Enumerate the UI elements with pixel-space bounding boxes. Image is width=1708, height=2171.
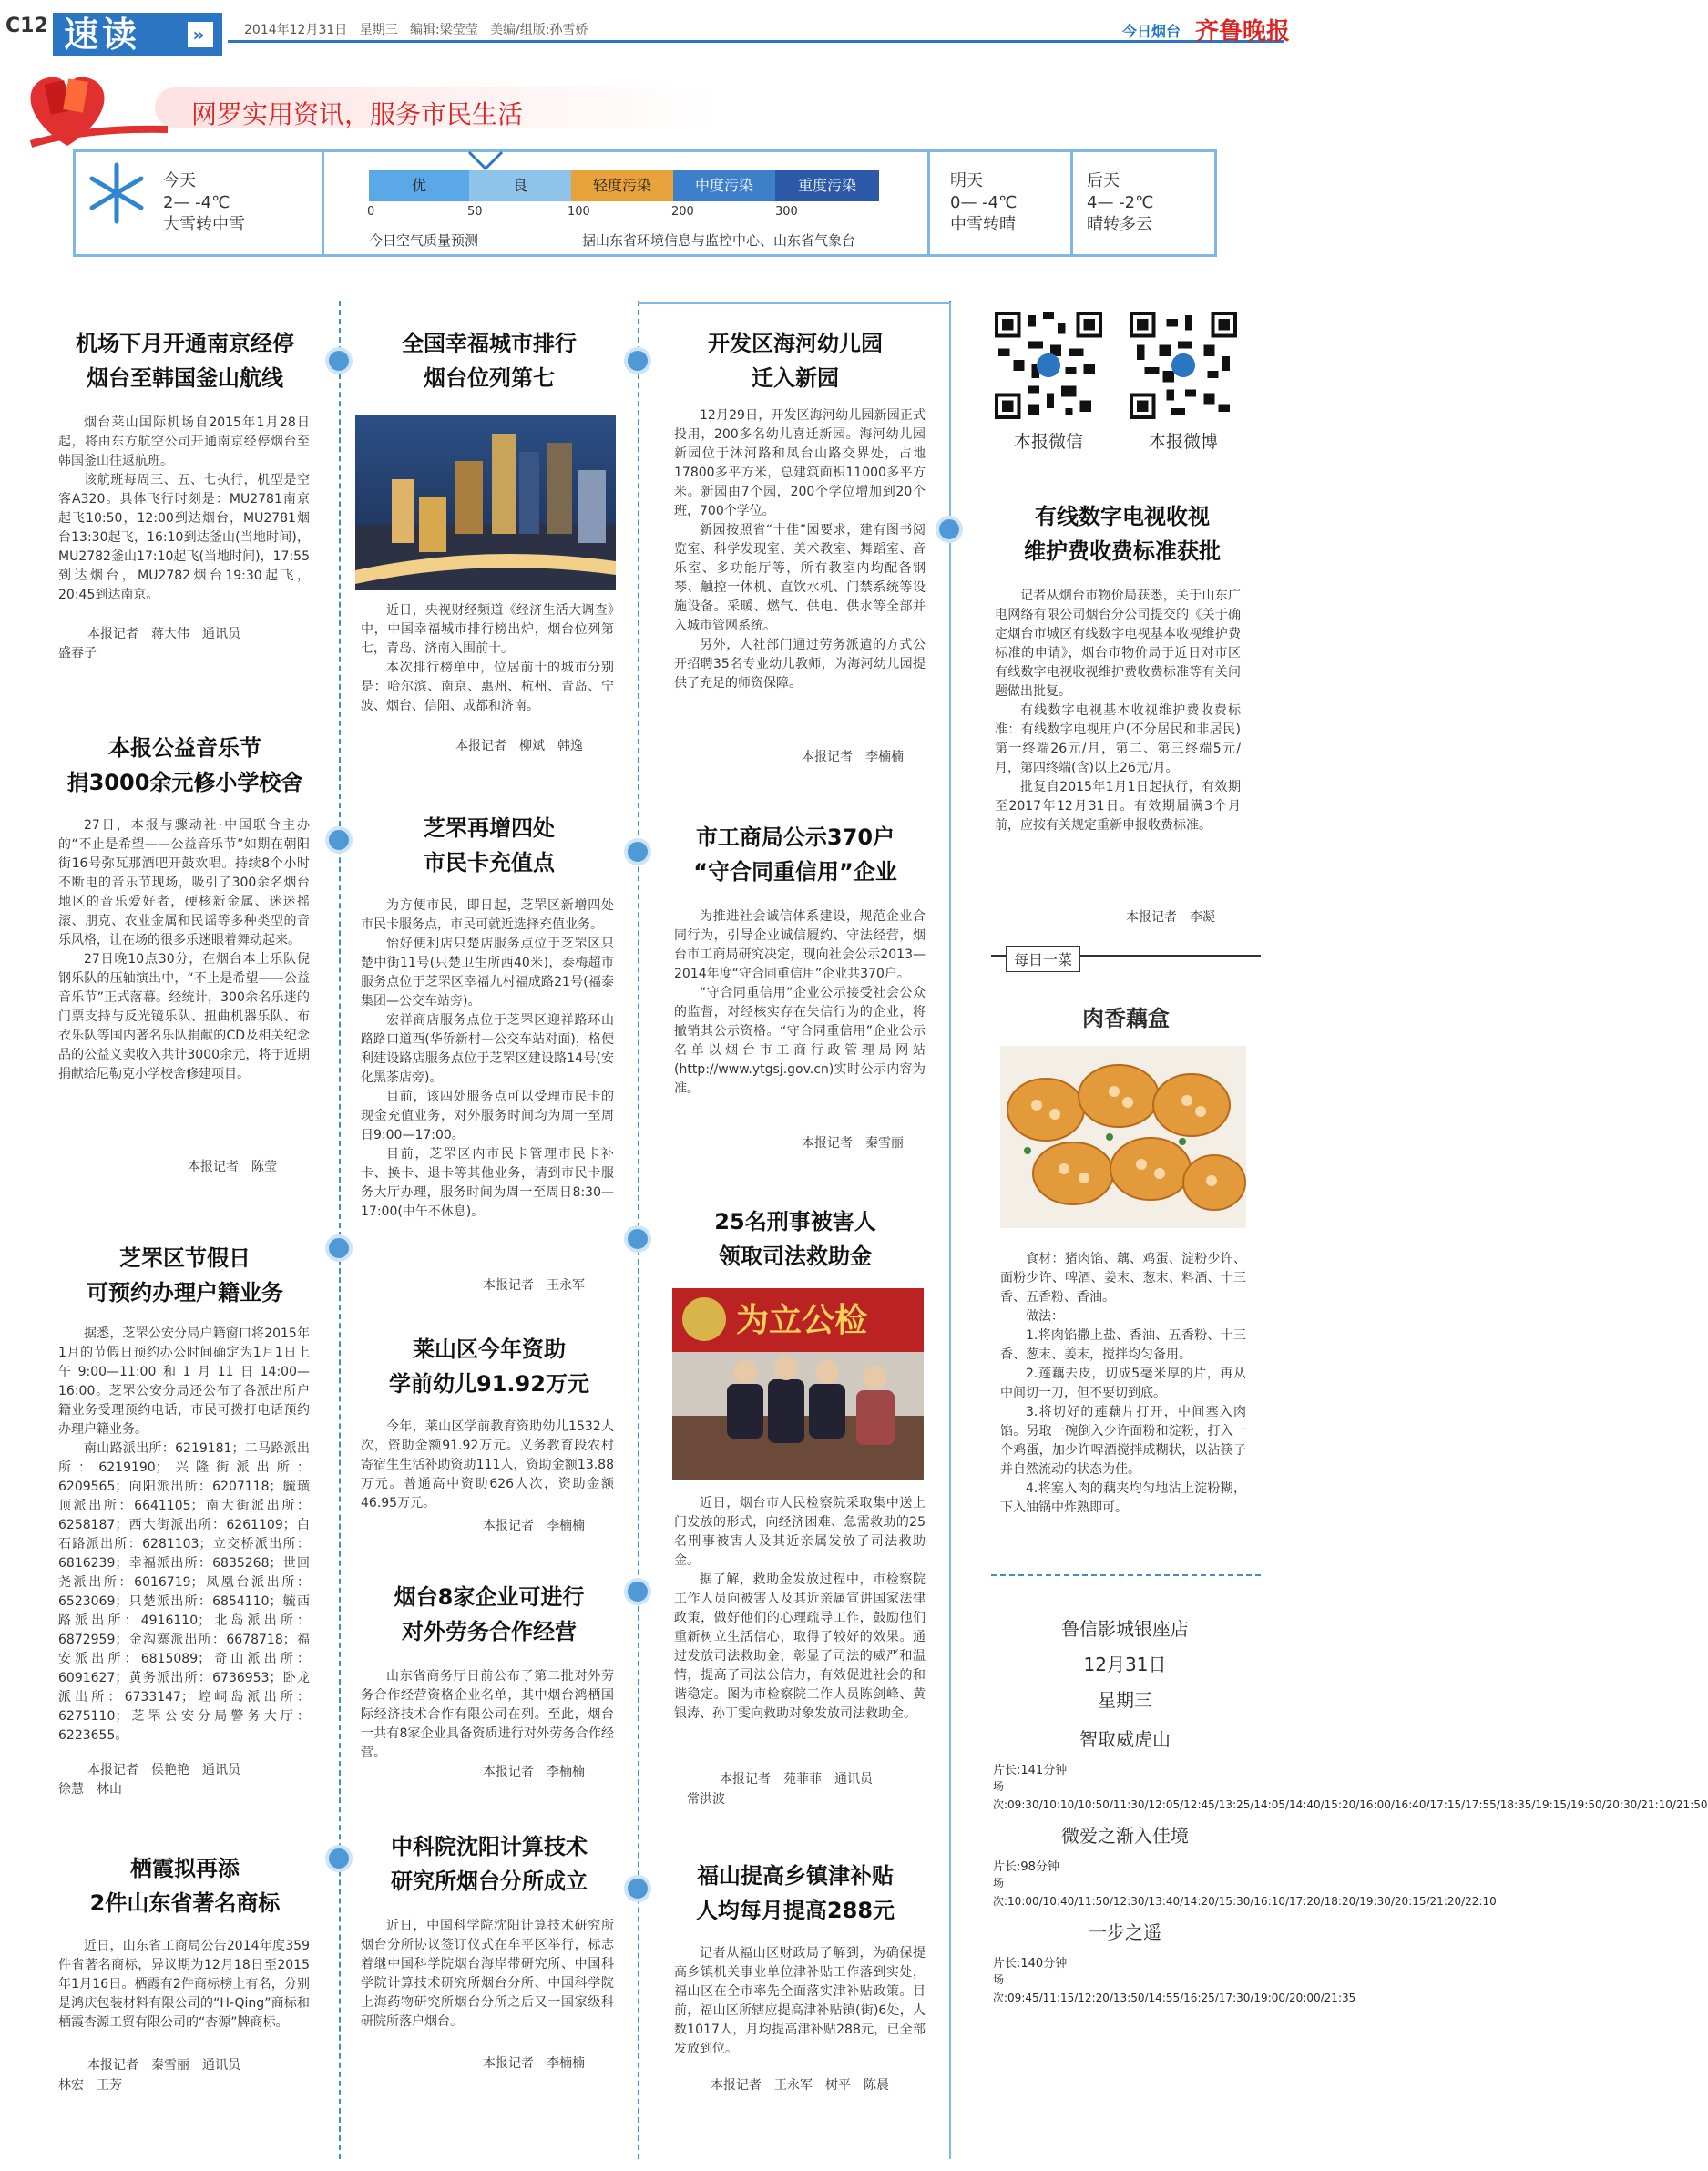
title-line: 芝罘区节假日 [119,1245,251,1271]
article-body [361,601,614,716]
article-title [53,1241,317,1310]
aqi-forecast-label: 今日空气质量预测 [369,232,479,249]
section-divider [991,1574,1261,1576]
weather-panel [73,149,1217,257]
byline: 本报记者 秦雪丽 [802,1136,904,1151]
column-divider [339,301,341,2159]
article-body [361,1667,614,1763]
article-body [995,587,1241,835]
title-line: 全国幸福城市排行 [402,331,577,356]
article-body [58,1325,310,1746]
paragraph: 近日，烟台市人民检察院采取集中送上门发放的形式，向经济困难、急需救助的25名刑事被害人及其近亲属发放了司法救助金。 [674,1496,926,1568]
title-line: 有线数字电视收视 [1035,504,1210,529]
film-showtimes: 场次:09:45/11:15/12:20/13:50/14:55/16:25/17:30/19:00/20:00/21:35 [993,1973,1356,2004]
title-line: 研究所烟台分所成立 [391,1869,588,1894]
article-title [663,820,927,889]
byline: 本报记者 李凝 [1126,910,1215,925]
cinema-schedule [993,1614,1708,2007]
wechat-label: 本报微信 [1013,432,1083,452]
paragraph: 怡好便利店只楚店服务点位于芝罘区只楚中街11号(只楚卫生所西40米)，泰梅超市服务点位于芝罘区幸福九村福成路21号(福泰集团—公交车站旁)。 [361,937,614,1009]
paragraph: 目前，芝罘区内市民卡管理市民卡补卡、换卡、退卡等其他业务，请到市民卡服务大厅办理，服务时间为周一至周日8:30—17:00(中午不休息)。 [361,1147,614,1219]
film-length: 片长:140分钟 [993,1957,1068,1971]
dayafter-label: 后天 [1087,171,1120,190]
film-title: 微爱之渐入佳境 [1061,1825,1189,1847]
recipe-name: 肉香藕盒 [1082,1006,1170,1031]
aqi-pointer-icon [467,150,504,170]
banner-text: 为立公检 [672,1288,924,1352]
paragraph: 近日，山东省工商局公告2014年度359件省著名商标，异议期为12月18日至2015年1月16日。栖霞有2件商标榜上有名，分别是鸿庆包装材料有限公司的“H-Qing”商标和栖霞杏源工贸有限公司的“杏源”牌商标。 [58,1939,310,2030]
title-line: 市工商局公示370户 [695,824,895,850]
issue-date: 2014年12月31日 [244,23,348,37]
title-line: 烟台至韩国釜山航线 [87,365,283,391]
title-line: 25名刑事被害人 [714,1209,876,1234]
paragraph: 目前，该四处服务点可以受理市民卡的现金充值业务，对外服务时间均为周一至周日9:00—17:00。 [361,1090,614,1142]
title-line: 人均每月提高288元 [695,1898,895,1923]
dayafter-temp: 4— -2℃ [1087,193,1154,212]
paragraph: 据悉，芝罘公安分局户籍窗口将2015年1月的节假日预约办公时间确定为1月1日上午9:00—11:00和1月11日14:00—16:00。芝罘公安分局还公布了各派出所户籍业务受理预约电话，市民可拨打电话预约办理户籍业务。 [58,1326,310,1437]
paragraph: 据了解，救助金发放过程中，市检察院工作人员向被害人及其近亲属宣讲国家法律政策，做好他们的心理疏导工作，鼓励他们重新树立生活信心，取得了较好的效果。通过发放司法救助金，彰显了司法的威严和温情，提高了司法公信力，有效促进社会的和谐稳定。图为市检察院工作人员陈剑峰、黄银涛、孙丁雯向救助对象发放司法救助金。 [674,1572,926,1721]
article-body [361,896,614,1222]
paragraph: 烟台莱山国际机场自2015年1月28日起，将由东方航空公司开通南京经停烟台至韩国釜山往返航班。 [58,415,310,468]
byline: 徐慧 林山 [58,1782,122,1797]
article-body [58,816,310,1084]
title-line: 捐3000余元修小学校舍 [66,770,303,795]
today-label: 今天 [163,171,196,190]
title-line: 芝罘再增四处 [424,815,555,841]
bullet-dot [936,516,963,543]
article-title [53,326,317,395]
paragraph: 批复自2015年1月1日起执行，有效期至2017年12月31日。有效期届满3个月前，应按有关规定重新申报收费标准。 [995,780,1241,833]
aqi-tick-50: 50 [467,205,483,219]
weather-divider [1070,152,1073,254]
today-weather [163,170,245,236]
title-line: 学前幼儿91.92万元 [389,1371,589,1397]
article-body [674,1944,926,2059]
weibo-label: 本报微博 [1148,432,1218,452]
film-length: 片长:98分钟 [993,1860,1059,1874]
page-number: C12 [5,15,48,37]
dayafter-weather [1087,170,1153,236]
title-line: 福山提高乡镇津补贴 [697,1863,894,1889]
byline: 本报记者 秦雪丽 通讯员 [87,2058,240,2073]
paragraph: 南山路派出所：6219181；二马路派出所：6219190；兴隆街派出所：6209565；向阳派出所：6207118；毓璜顶派出所：6641105；南大街派出所：6258187；西大街派出所：6261109；白石路派出所：6281103；立交桥派出所：6816239；幸福派出所：6835268；世回尧派出所：6016719；凤凰台派出所：6523069；只楚派出所：6854110；毓西路派出所：4916110；北岛派出所：6872959；金沟寨派出所：6678718；福安派出所：6815089；奇山派出所：6091627；黄务派出所：6736953；卧龙派出所：6733147；崆峒岛派出所：6275110；芝罘公安分局警务大厅：6223655。 [58,1441,310,1743]
slogan: 网罗实用资讯，服务市民生活 [191,99,524,129]
snowflake-icon [85,161,148,225]
paragraph: 另外，人社部门通过劳务派遣的方式公开招聘35名专业幼儿教师，为海河幼儿园提供了充足的师资保障。 [674,638,926,691]
weibo-qr-code [1130,312,1237,419]
byline: 本报记者 李楠楠 [483,1765,585,1779]
paragraph: 山东省商务厅日前公布了第二批对外劳务合作经营资格企业名单，其中烟台鸿栖国际经济技术合作有限公司在列。至此，烟台一共有8家企业具备资质进行对外劳务合作经营。 [361,1669,614,1760]
paragraph: 2.莲藕去皮，切成5毫米厚的片，再从中间切一刀，但不要切到底。 [1000,1367,1246,1400]
bullet-dot [624,1875,651,1902]
byline: 本报记者 李楠楠 [483,1519,585,1533]
film-length: 片长:141分钟 [993,1764,1068,1777]
paragraph: 12月29日，开发区海河幼儿园新园正式投用，200多名幼儿喜迁新园。海河幼儿园新园位于沐河路和凤台山路交界处，占地17800多平方米，总建筑面积11000多平方米。新园由7个园，200个学位增加到20个班，700个学位。 [674,408,926,518]
article-body [674,1494,926,1724]
title-line: 2件山东省著名商标 [89,1890,281,1916]
title-line: 机场下月开通南京经停 [76,331,294,356]
article-title [357,326,621,395]
title-line: 可预约办理户籍业务 [87,1280,283,1306]
title-line: 开发区海河幼儿园 [708,331,883,356]
article-title [357,811,621,880]
byline: 本报记者 蒋大伟 通讯员 [87,627,240,641]
cinema-weekday: 星期三 [1098,1689,1152,1711]
title-line: 中科院沈阳计算技术 [391,1834,588,1859]
article-title [663,326,927,395]
bullet-dot [325,826,353,854]
paragraph: 该航班每周三、五、七执行，机型是空客A320。具体飞行时刻是：MU2781南京起飞10:50，12:00到达烟台，MU2781烟台13:30起飞，16:10到达釜山(当地时间)，MU2782釜山17:10起飞(当地时间)，17:55到达烟台，MU2782烟台19:30起飞，20:45到达南京。 [58,473,310,602]
byline: 本报记者 王永军 树平 陈晨 [711,2078,889,2093]
article-body [361,1917,614,2032]
byline: 本报记者 李楠楠 [802,750,904,764]
byline: 本报记者 苑菲菲 通讯员 [720,1772,873,1787]
paragraph: 新园按照省“十佳”园要求，建有图书阅览室、科学发现室、美术教室、舞蹈室、音乐室、多功能厅等，所有教室内均配备钢琴、触控一体机、直饮水机、门禁系统等设施设备。采暖、燃气、供电、供水等全部并入城市管网系统。 [674,523,926,633]
article-title [53,731,317,800]
title-line: “守合同重信用”企业 [693,859,897,885]
weather-divider [322,152,324,254]
aqi-level-good: 良 [469,170,571,201]
bullet-dot [624,1225,651,1253]
paragraph: 今年，莱山区学前教育资助幼儿1532人次，资助金额91.92万元。义务教育段农村寄宿生生活补助资助111人，资助金额13.88万元。普通高中资助626人次，资助金额46.95万元。 [361,1419,614,1510]
paragraph: 食材：猪肉馅、藕、鸡蛋、淀粉少许、面粉少许、啤酒、姜末、葱末、料酒、十三香、五香粉、香油。 [1000,1252,1246,1305]
paragraph: 宏祥商店服务点位于芝罘区迎祥路环山路路口道西(华侨新村—公交车站对面)，格便利建设路店服务点位于芝罘区建设路14号(安化黑茶店旁)。 [361,1013,614,1085]
article-body [674,907,926,1099]
title-line: 莱山区今年资助 [413,1336,566,1362]
article-title [53,1851,317,1920]
cinema-date: 12月31日 [1083,1654,1167,1675]
aqi-level-moderate: 中度污染 [673,170,775,201]
section-name: 速读 [64,15,141,55]
byline: 本报记者 李楠楠 [483,2056,585,2071]
paragraph: 记者从烟台市物价局获悉，关于山东广电网络有限公司烟台分公司提交的《关于确定烟台市城区有线数字电视基本收视维护费标准的申请》，烟台市物价局于近日对市区有线数字电视收视维护费收费标准等有关问题做出批复。 [995,589,1241,699]
bullet-dot [325,1234,353,1262]
title-line: 领取司法救助金 [719,1244,872,1269]
double-chevron-icon: » [188,22,213,47]
film-title: 智取威虎山 [1079,1728,1171,1750]
today-cond: 大雪转中雪 [163,215,245,234]
recipe-tag: 每日一菜 [1006,946,1080,972]
byline: 本报记者 王永军 [483,1278,585,1293]
film-showtimes: 场次:09:30/10:10/10:50/11:30/12:05/12:45/13:25/14:05/14:40/15:20/16:00/16:40/17:15/17:55/18:35/19:15/19:50/20:30/21:10/21:50 [993,1780,1708,1811]
designer: 美编/组版:孙雪娇 [490,23,588,37]
editor: 编辑:梁莹莹 [409,23,478,37]
heart-emblem-icon [13,55,186,155]
paragraph: 做法： [1026,1309,1064,1324]
lotus-root-dish-photo [1000,1046,1246,1228]
tomorrow-weather [950,170,1017,236]
aqi-level-heavy: 重度污染 [775,170,879,201]
aqi-tick-100: 100 [568,205,590,219]
byline: 常洪波 [687,1792,725,1807]
issue-meta [244,20,588,38]
byline: 本报记者 陈莹 [188,1160,277,1174]
paragraph: 27日晚10点30分，在烟台本土乐队倪钢乐队的压轴演出中，“不止是希望——公益音乐节”正式落幕。经统计，300余名乐迷的门票支持与反光镜乐队、扭曲机器乐队、布衣乐队等国内著名乐队捐献的CD及相关纪念品的公益义卖收入共计3000余元，将于近期捐献给尼勒克小学校舍修建项目。 [58,952,310,1081]
byline: 本报记者 侯艳艳 通讯员 [87,1763,240,1777]
paper-logo: 齐鲁晚报 [1195,18,1291,46]
byline: 林宏 王芳 [58,2078,122,2093]
aqi-source: 据山东省环境信息与监控中心、山东省气象台 [582,232,856,249]
aqi-scale-bar [369,170,879,201]
city-night-photo [355,415,616,590]
title-line: 迁入新园 [752,365,839,391]
article-title [986,499,1259,568]
film-title: 一步之遥 [1089,1921,1161,1943]
article-title [357,1829,621,1899]
recipe-body [1000,1250,1246,1518]
aqi-tick-200: 200 [671,205,694,219]
paragraph: 本次排行榜单中，位居前十的城市分别是：哈尔滨、南京、惠州、杭州、青岛、宁波、烟台、信阳、成都和济南。 [361,661,614,713]
title-line: 烟台8家企业可进行 [394,1584,585,1610]
article-body [361,1418,614,1513]
article-title [357,1580,621,1649]
weather-divider [927,152,930,254]
paragraph: 有线数字电视基本收视维护费收费标准：有线数字电视用户(不分居民和非居民)第一终端26元/月，第二、第三终端5元/月，第四终端(含)以上26元/月。 [995,703,1241,775]
aqi-tick-300: 300 [775,205,798,219]
paragraph: 记者从福山区财政局了解到，为确保提高乡镇机关事业单位津补贴工作落到实处，福山区在全市率先全面落实津补贴政策。目前，福山区所辖应提高津补贴镇(街)6处，人数1017人，月均提高津补贴288元，已全部发放到位。 [674,1946,926,2056]
tomorrow-cond: 中雪转晴 [950,215,1016,234]
bullet-dot [624,347,651,374]
paragraph: 4.将塞入肉的藕夹均匀地沾上淀粉糊，下入油锅中炸熟即可。 [1000,1481,1246,1515]
byline: 盛春子 [58,646,97,661]
article-body [58,414,310,605]
article-title [663,1859,927,1928]
paragraph: “守合同重信用”企业公示接受社会公众的监督，对经核实存在失信行为的企业，将撤销其公示资格。“守合同重信用”企业公示名单以烟台市工商行政管理局网站(http://www.ytgsj.gov.cn)实时公示内容为准。 [674,986,926,1096]
title-line: 烟台位列第七 [424,365,555,391]
byline: 本报记者 柳斌 韩逸 [455,739,583,753]
paragraph: 为推进社会诚信体系建设，规范企业合同行为，引导企业诚信履约、守法经营，烟台市工商局研究决定，现向社会公示2013—2014年度“守合同重信用”企业共370户。 [674,909,926,981]
tomorrow-label: 明天 [950,171,983,190]
today-temp: 2— -4℃ [163,193,230,212]
paragraph: 27日，本报与骤动社·中国联合主办的“不止是希望——公益音乐节”如期在朝阳街16号弥瓦那酒吧开鼓欢唱。持续8个小时不断电的音乐节现场，吸引了300余名烟台地区的音乐爱好者，硬核新金属、迷迷摇滚、朋克、农业金属和民谣等多种类型的音乐风格，让在场的很多乐迷眼着舞动起来。 [58,818,310,947]
bullet-dot [624,838,651,865]
bullet-dot [325,347,353,374]
issue-weekday: 星期三 [359,23,398,37]
bullet-dot [624,1578,651,1605]
article-title [357,1332,621,1401]
paragraph: 近日，中国科学院沈阳计算技术研究所烟台分所协议签订仪式在牟平区举行，标志着继中国科学院烟台海岸带研究所、中国科学院计算技术研究所烟台分所、中国科学院上海药物研究所烟台分所之后又一国家级科研院所落户烟台。 [361,1919,614,2029]
aqi-level-excellent: 优 [369,170,469,201]
title-line: 栖霞拟再添 [130,1856,240,1881]
paragraph: 为方便市民，即日起，芝罘区新增四处市民卡服务点，市民可就近选择充值业务。 [361,898,614,932]
tomorrow-temp: 0— -4℃ [950,193,1018,212]
dayafter-cond: 晴转多云 [1087,215,1152,234]
wechat-qr-code [995,312,1102,419]
aqi-tick-0: 0 [367,205,375,219]
film-showtimes: 场次:10:00/10:40/11:50/12:30/13:40/14:20/15:30/16:10/17:20/18:20/19:30/20:15/21:20/22:10 [993,1877,1497,1908]
article-body [58,1937,310,2033]
cinema-title: 鲁信影城银座店 [1061,1618,1189,1640]
aqi-level-light: 轻度污染 [571,170,673,201]
bullet-dot [325,1845,353,1872]
section-banner [53,13,222,56]
article-title [663,1204,927,1274]
paragraph: 3.将切好的莲藕片打开，中间塞入肉馅。另取一碗倒入少许面粉和淀粉，打入一个鸡蛋，加少许啤酒搅拌成糊状，以沾筷子并自然流动的状态为佳。 [1000,1405,1246,1477]
title-line: 本报公益音乐节 [108,735,261,761]
title-line: 维护费收费标准获批 [1024,538,1221,564]
paragraph: 近日，央视财经频道《经济生活大调查》中，中国幸福城市排行榜出炉，烟台位列第七，青岛、济南入围前十。 [361,603,614,656]
paragraph: 1.将肉馅撒上盐、香油、五香粉、十三香、葱末、姜末，搅拌均匀备用。 [1000,1328,1246,1362]
article-body [674,406,926,693]
title-line: 市民卡充值点 [424,850,555,876]
photo-figures [672,1288,924,1480]
aid-ceremony-photo [672,1288,924,1480]
section-tag: 今日烟台 [1122,23,1181,40]
title-line: 对外劳务合作经营 [402,1619,577,1644]
